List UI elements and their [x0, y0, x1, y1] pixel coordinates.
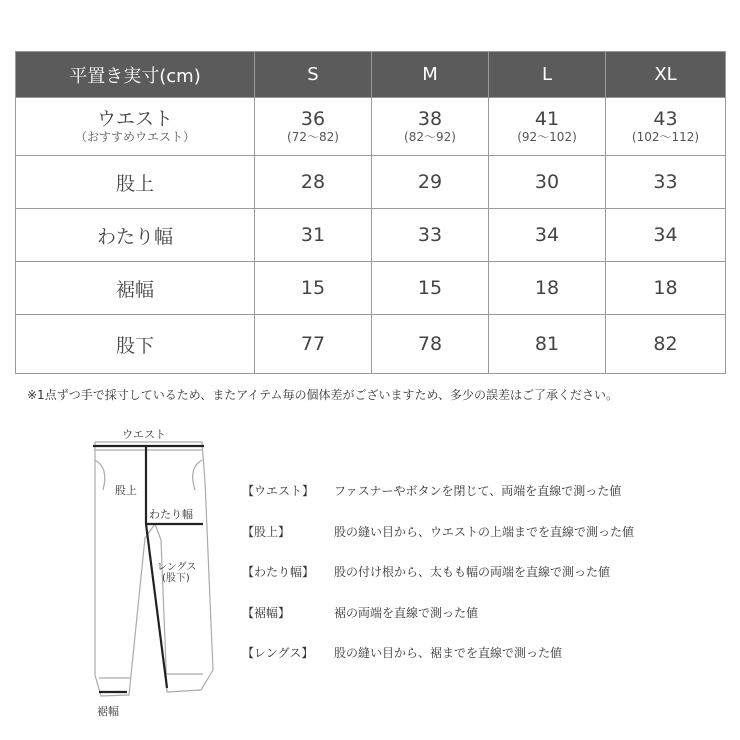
table-cell: 33 — [606, 156, 726, 209]
table-cell: 31 — [255, 209, 372, 262]
legend-key: 【ウエスト】 — [242, 484, 315, 498]
table-cell: 82 — [606, 315, 726, 374]
cell-subvalue: (92～102) — [517, 130, 577, 144]
table-cell: 15 — [255, 262, 372, 315]
legend-description: 裾の両端を直線で測った値 — [334, 605, 479, 620]
right-pocket — [193, 460, 202, 490]
length-label-line2: (股下) — [162, 573, 190, 584]
table-row-waist — [16, 98, 726, 156]
cell-value: 43 — [653, 108, 678, 130]
legend-item-hem — [242, 604, 722, 645]
legend-item-rise — [242, 523, 722, 564]
cell-value: 41 — [534, 108, 560, 130]
row-label-text: ウエスト — [96, 108, 173, 130]
row-sublabel-text: （おすすめウエスト） — [74, 130, 196, 144]
legend-description: 股の付け根から、太もも幅の両端を直線で測った値 — [334, 565, 611, 579]
legend-key: 【レングス】 — [242, 646, 314, 660]
table-cell: 29 — [372, 156, 489, 209]
table-cell — [372, 98, 489, 156]
table-cell — [489, 98, 606, 156]
header-size-m: M — [372, 52, 489, 98]
legend-key: 【裾幅】 — [242, 605, 291, 620]
left-pocket — [95, 460, 105, 490]
table-cell: 77 — [255, 315, 372, 374]
table-cell: 81 — [489, 315, 606, 374]
table-row-hem — [16, 262, 726, 315]
legend-description: 股の縫い目から、裾までを直線で測った値 — [334, 646, 563, 660]
table-row-rise — [16, 156, 726, 209]
cell-value: 38 — [417, 108, 443, 130]
table-cell — [255, 98, 372, 156]
legend-item-length — [242, 644, 722, 685]
table-cell: 34 — [606, 209, 726, 262]
cell-subvalue: (82～92) — [404, 130, 456, 144]
row-label — [16, 98, 255, 156]
row-label: 裾幅 — [16, 262, 255, 315]
table-cell: 34 — [489, 209, 606, 262]
size-table — [15, 51, 726, 374]
length-label-line1: レングス — [157, 562, 197, 573]
table-cell: 15 — [372, 262, 489, 315]
hem-label: 裾幅 — [97, 705, 119, 718]
row-label: わたり幅 — [16, 209, 255, 262]
header-label-cell: 平置き実寸(cm) — [16, 52, 255, 98]
table-cell: 18 — [606, 262, 726, 315]
header-size-s: S — [255, 52, 372, 98]
header-row — [16, 52, 726, 98]
table-cell: 28 — [255, 156, 372, 209]
table-row-inseam — [16, 315, 726, 374]
table-cell: 33 — [372, 209, 489, 262]
header-size-xl: XL — [606, 52, 726, 98]
table-cell: 78 — [372, 315, 489, 374]
rise-label: 股上 — [115, 484, 137, 497]
cell-subvalue: (102～112) — [631, 130, 700, 144]
pants-diagram — [85, 420, 225, 720]
legend-item-thigh — [242, 563, 722, 604]
row-label: 股上 — [16, 156, 255, 209]
table-cell: 18 — [489, 262, 606, 315]
legend-key: 【股上】 — [242, 524, 291, 539]
measurement-legend — [242, 482, 722, 685]
legend-description: 股の縫い目から、ウエストの上端までを直線で測った値 — [334, 524, 635, 539]
measurement-note: ※1点ずつ手で採寸しているため、またアイテム毎の個体差がございますため、多少の誤差はご了承ください。 — [27, 388, 619, 402]
thigh-label: わたり幅 — [149, 508, 193, 521]
cell-subvalue: (72～82) — [287, 130, 339, 144]
header-size-l: L — [489, 52, 606, 98]
cell-value: 36 — [300, 108, 326, 130]
table-cell: 30 — [489, 156, 606, 209]
legend-key: 【わたり幅】 — [242, 565, 315, 579]
table-row-thigh — [16, 209, 726, 262]
table-cell — [606, 98, 726, 156]
legend-item-waist — [242, 482, 722, 523]
legend-description: ファスナーやボタンを閉じて、両端を直線で測った値 — [334, 484, 622, 498]
waist-label: ウエスト — [122, 428, 166, 441]
row-label: 股下 — [16, 315, 255, 374]
